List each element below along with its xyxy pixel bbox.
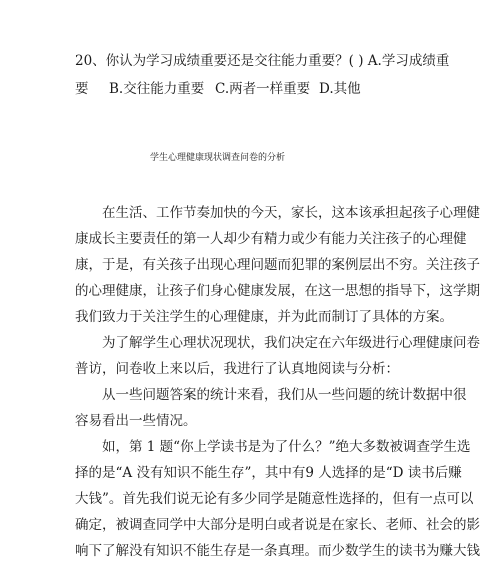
question-20-line-1: 20、你认为学习成绩重要还是交往能力重要？( ) A.学习成绩重 <box>75 53 450 69</box>
paragraph-4-line-5: 响下了解没有知识不能生存是一条真理。而少数学生的读书为赚大钱 <box>75 543 480 559</box>
paragraph-2-line-2: 普访，问卷收上来以后，我进行了认真地阅读与分析： <box>75 361 399 377</box>
option-b: B.交往能力重要 <box>109 81 205 97</box>
paragraph-1-line-3: 康，于是，有关孩子出现心理问题而犯罪的案例层出不穷。关注孩子 <box>75 257 480 273</box>
paragraph-4-line-2: 择的是“A 没有知识不能生存”，其中有9 人选择的是“D 读书后赚 <box>75 465 462 481</box>
paragraph-4-line-3: 大钱”。首先我们说无论有多少同学是随意性选择的，但有一点可以 <box>75 491 474 507</box>
paragraph-1-line-2: 康成长主要责任的第一人却少有精力或少有能力关注孩子的心理健 <box>75 231 467 247</box>
paragraph-2-line-1: 为了解学生心理状况现状，我们决定在六年级进行心理健康问卷 <box>102 335 480 351</box>
paragraph-1-line-4: 的心理健康，让孩子们身心健康发展，在这一思想的指导下，这学期 <box>75 283 480 299</box>
section-title: 学生心理健康现状调查问卷的分析 <box>150 153 286 163</box>
paragraph-1-line-1: 在生活、工作节奏加快的今天，家长，这本该承担起孩子心理健 <box>102 205 480 221</box>
paragraph-3-line-2: 容易看出一些情况。 <box>75 413 197 429</box>
paragraph-4-line-4: 确定，被调查同学中大部分是明白或者说是在家长、老师、社会的影 <box>75 517 480 533</box>
option-a-continuation: 要 <box>75 81 89 97</box>
option-d: D.其他 <box>319 81 361 97</box>
paragraph-4-line-1: 如，第 1 题“你上学读书是为了什么？”绝大多数被调查学生选 <box>102 439 471 455</box>
question-20-options <box>75 80 435 98</box>
paragraph-3-line-1: 从一些问题答案的统计来看，我们从一些问题的统计数据中很 <box>102 387 467 403</box>
paragraph-1-line-5: 我们致力于关注学生的心理健康，并为此而制订了具体的方案。 <box>75 309 453 325</box>
option-c: C.两者一样重要 <box>215 81 311 97</box>
